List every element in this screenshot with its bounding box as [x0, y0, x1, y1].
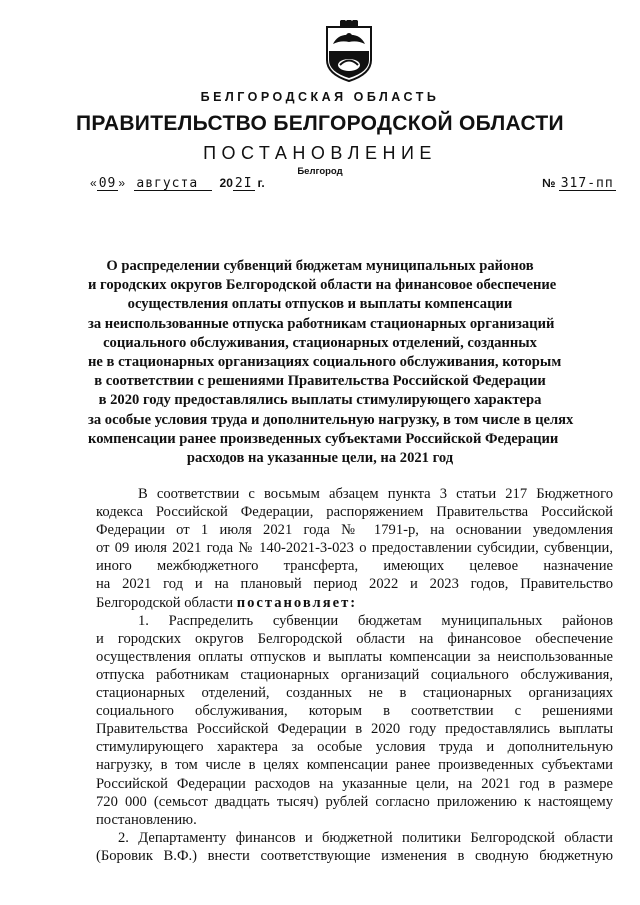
title-line: расходов на указанные цели, на 2021 год	[186, 450, 454, 467]
body-line: Федерации от 1 июля 2021 года № 1791-р, на основании уведомления	[96, 522, 613, 539]
title-line: не в стационарных организациях социального обслуживания, которым	[88, 354, 562, 371]
date-day: 09	[98, 176, 117, 191]
date-year-suffix: 2I	[234, 176, 253, 191]
body-line: Белгородской области	[96, 594, 234, 611]
body-line: 1. Распределить субвенции бюджетам муниципальных районов	[138, 612, 613, 629]
title-line: осуществления оплаты отпусков и выплаты компенсации	[127, 296, 513, 313]
document-body	[96, 485, 613, 865]
title-line: компенсации ранее произведенных субъектами Российской Федерации	[88, 430, 559, 447]
date-close-quote: »	[118, 176, 126, 190]
government-name: ПРАВИТЕЛЬСТВО БЕЛГОРОДСКОЙ ОБЛАСТИ	[76, 112, 564, 135]
body-line: стимулирующего характера за особые условия труда и дополнительную	[96, 739, 613, 756]
body-line: (Боровик В.Ф.) внести соответствующие изменения в сводную бюджетную	[96, 847, 613, 864]
number-line	[542, 176, 616, 191]
body-line: на 2021 год и на плановый период 2022 и 2023 годов, Правительство	[96, 576, 613, 593]
title-line: за особые условия труда и дополнительную нагрузку, в том числе в целях	[88, 411, 574, 428]
body-line: постановлению.	[96, 811, 197, 828]
document-type: ПОСТАНОВЛЕНИЕ	[203, 143, 437, 163]
body-line: 720 000 (семьсот двадцать тысяч) рублей согласно приложению к настоящему	[96, 793, 613, 810]
document-title	[88, 257, 574, 468]
body-line: В соответствии с восьмым абзацем пункта 3 статьи 217 Бюджетного	[138, 486, 613, 502]
title-line: в соответствии с решениями Правительства Российской Федерации	[94, 373, 546, 390]
body-line: стационарных отделений, созданных не в стационарных организациях	[96, 685, 613, 702]
date-open-quote: «	[90, 176, 97, 190]
body-line: Российской Федерации расходов на указанные цели, на 2021 год в размере	[96, 775, 613, 792]
title-line: за неиспользованные отпуска работникам стационарных организаций	[88, 315, 555, 332]
date-month: августа	[134, 177, 212, 191]
body-line: осуществления оплаты отпусков и выплаты компенсации за неиспользованные	[96, 648, 613, 665]
number-prefix: №	[542, 176, 556, 190]
body-line: кодекса Российской Федерации, распоряжением Правительства Российской	[96, 504, 613, 521]
resolves-word: постановляет:	[236, 594, 358, 611]
body-line: социального обслуживания, которым в соответствии с решениями	[96, 703, 613, 720]
body-line: 2. Департаменту финансов и бюджетной политики Белгородской области	[118, 829, 613, 846]
region-name: БЕЛГОРОДСКАЯ ОБЛАСТЬ	[200, 90, 440, 104]
city-name: Белгород	[297, 166, 343, 177]
date-year-prefix: 20	[219, 176, 233, 190]
title-line: в 2020 году предоставлялись выплаты стимулирующего характера	[98, 392, 542, 409]
number-value: 317-пп	[560, 176, 614, 191]
coat-of-arms-icon	[324, 20, 374, 82]
title-line: О распределении субвенций бюджетам муниципальных районов	[106, 258, 534, 274]
title-line: социального обслуживания, стационарных отделений, созданных	[103, 334, 537, 351]
date-line	[90, 176, 265, 191]
title-line: и городских округов Белгородской области на финансовое обеспечение	[88, 277, 557, 294]
body-line-resolves	[96, 594, 613, 612]
body-line: отпуска работникам стационарных организаций социального обслуживания,	[96, 666, 613, 683]
body-line: нагрузку, в том числе в целях компенсации ранее произведенных субъектами	[96, 757, 613, 774]
body-line: иного межбюджетного трансферта, имеющих целевое назначение	[96, 558, 613, 575]
body-line: и городских округов Белгородской области на финансовое обеспечение	[96, 630, 613, 647]
date-year-abbr: г.	[257, 176, 265, 190]
body-line: от 09 июля 2021 года № 140-2021-3-023 о предоставлении субсидии, субвенции,	[96, 540, 613, 557]
body-line: Правительства Российской Федерации в 2020 году предоставлялись выплаты	[96, 721, 613, 738]
